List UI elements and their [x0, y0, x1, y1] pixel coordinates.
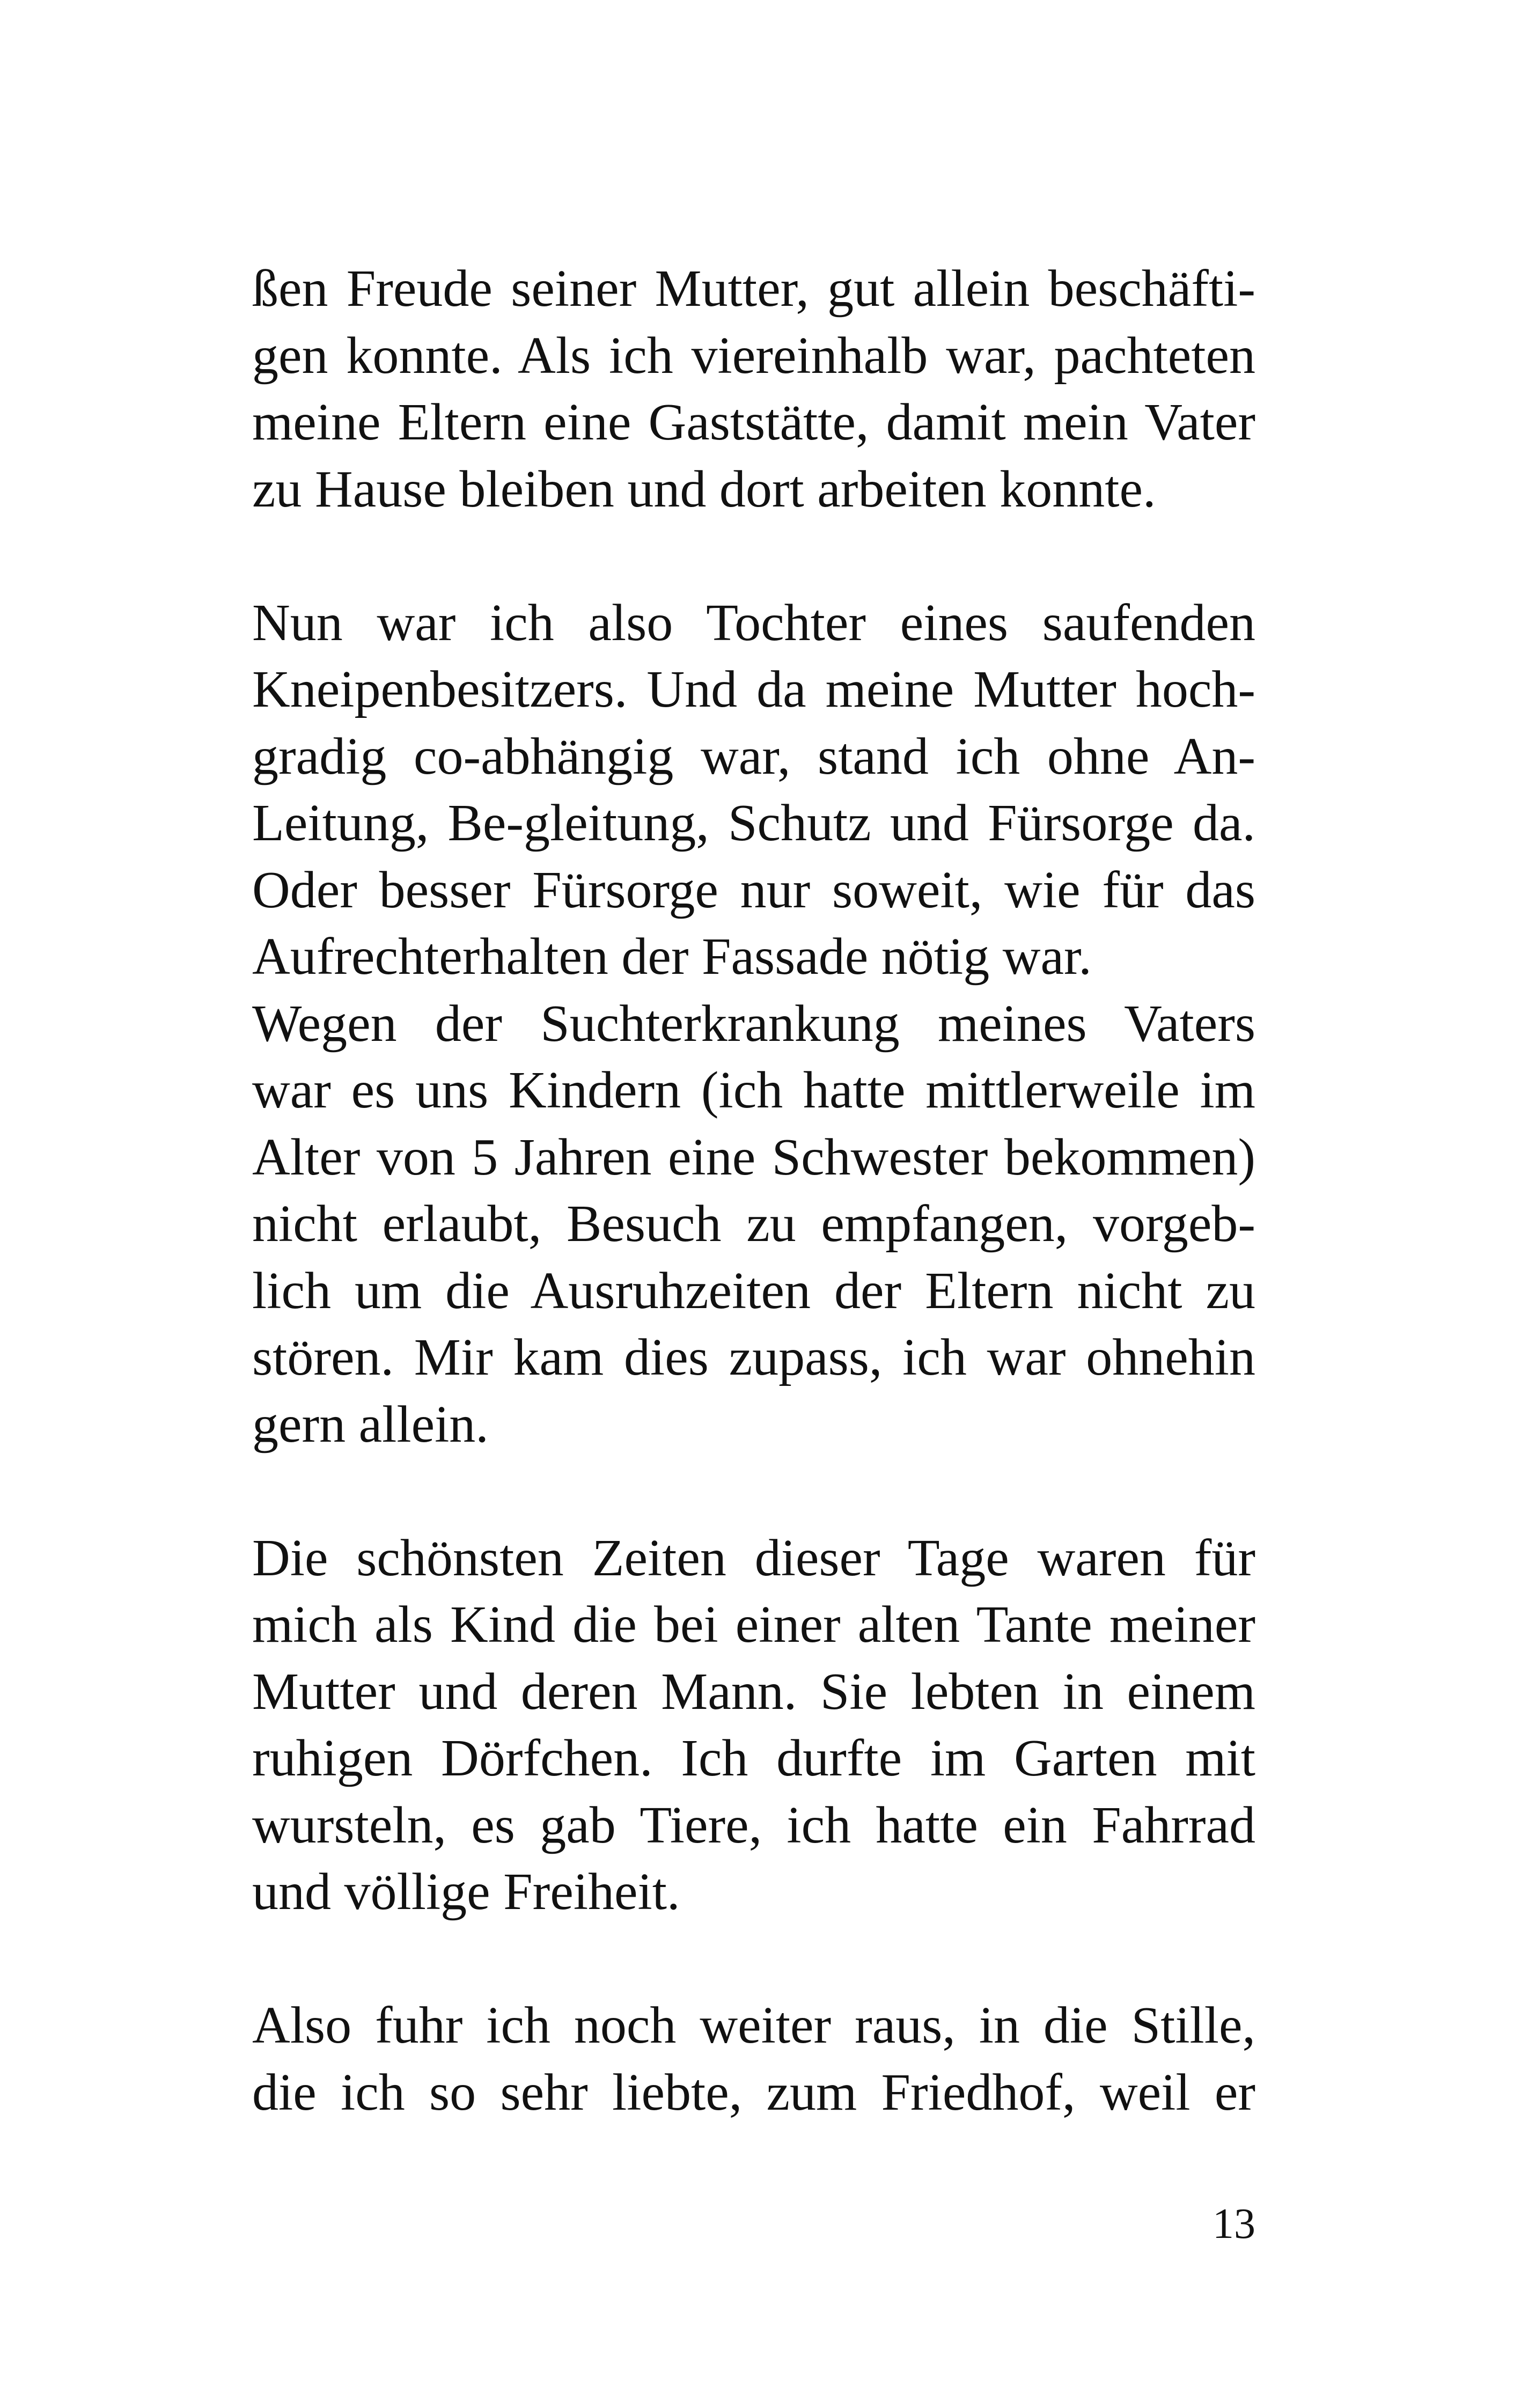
text-line: Aufrechterhalten der Fassade nötig war.	[252, 928, 1092, 986]
text-line: wursteln, es gab Tiere, ich hatte ein Fahrrad	[252, 1796, 1255, 1854]
page-number: 13	[1213, 2200, 1255, 2248]
text-line: Oder besser Fürsorge nur soweit, wie für das	[252, 861, 1255, 919]
text-line: zu Hause bleiben und dort arbeiten konnte.	[252, 460, 1156, 518]
body-text	[252, 255, 1255, 2126]
paragraph-gap	[252, 1926, 1255, 1993]
text-line: Wegen der Suchterkrankung meines Vaters	[252, 994, 1255, 1053]
paragraph-3	[252, 990, 1255, 1458]
paragraph-gap	[252, 523, 1255, 590]
paragraph-1	[252, 255, 1255, 523]
paragraph-5	[252, 1992, 1255, 2126]
paragraph-2	[252, 590, 1255, 990]
text-line: gen konnte. Als ich viereinhalb war, pachteten	[252, 326, 1255, 385]
text-line: gradig co-abhängig war, stand ich ohne An-	[252, 727, 1255, 785]
text-line: nicht erlaubt, Besuch zu empfangen, vorgeb-	[252, 1195, 1255, 1253]
text-line: Also fuhr ich noch weiter raus, in die Stille,	[252, 1996, 1255, 2054]
text-line: Leitung, Be-gleitung, Schutz und Fürsorge da.	[252, 794, 1255, 852]
paragraph-gap	[252, 1458, 1255, 1525]
text-line: Kneipenbesitzers. Und da meine Mutter hoch-	[252, 660, 1255, 718]
text-line: war es uns Kindern (ich hatte mittlerweile im	[252, 1061, 1255, 1119]
text-line: lich um die Ausruhzeiten der Eltern nicht zu	[252, 1261, 1255, 1320]
text-line: gern allein.	[252, 1395, 489, 1453]
paragraph-4	[252, 1525, 1255, 1926]
text-line: stören. Mir kam dies zupass, ich war ohnehin	[252, 1328, 1255, 1386]
text-line: mich als Kind die bei einer alten Tante meiner	[252, 1596, 1255, 1654]
text-line: Alter von 5 Jahren eine Schwester bekommen)	[252, 1128, 1255, 1186]
text-line: und völlige Freiheit.	[252, 1863, 680, 1921]
text-line: meine Eltern eine Gaststätte, damit mein Vater	[252, 393, 1255, 451]
text-line: Mutter und deren Mann. Sie lebten in einem	[252, 1662, 1255, 1721]
text-line: Die schönsten Zeiten dieser Tage waren für	[252, 1529, 1255, 1587]
text-line: ßen Freude seiner Mutter, gut allein beschäfti-	[252, 260, 1255, 318]
text-line: die ich so sehr liebte, zum Friedhof, weil er	[252, 2063, 1255, 2121]
text-line: ruhigen Dörfchen. Ich durfte im Garten mit	[252, 1729, 1255, 1787]
text-line: Nun war ich also Tochter eines saufenden	[252, 593, 1255, 652]
